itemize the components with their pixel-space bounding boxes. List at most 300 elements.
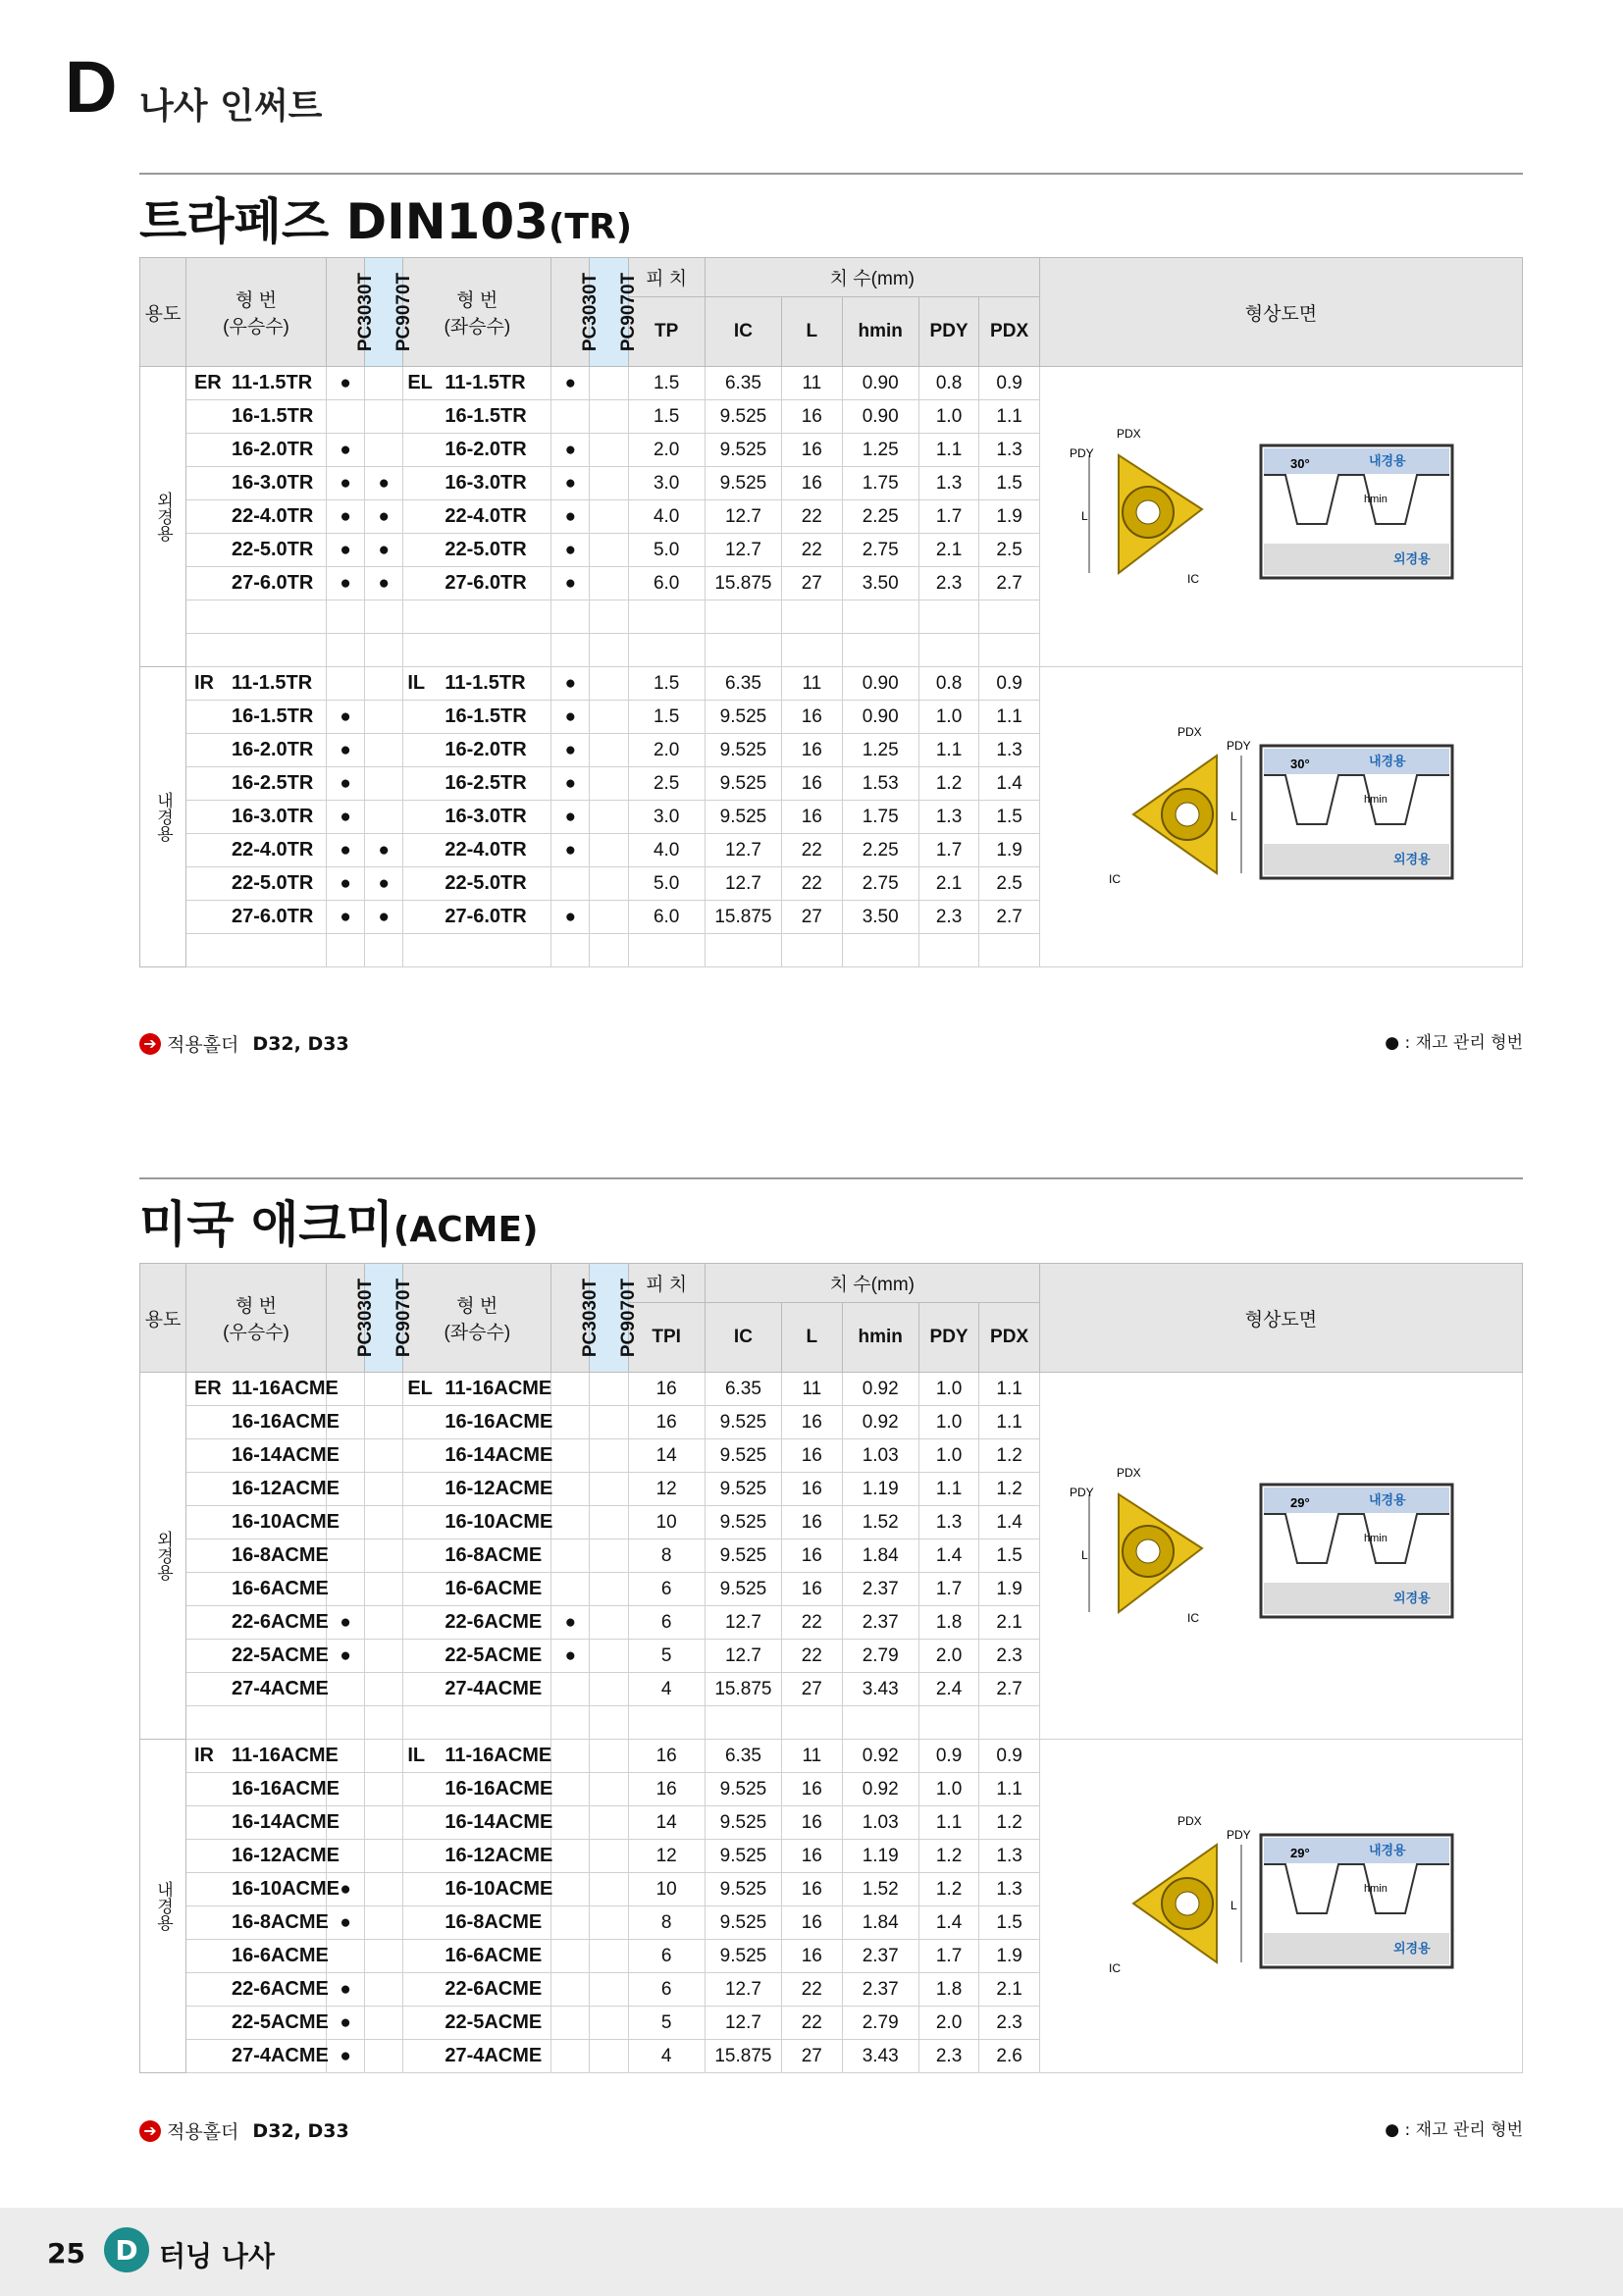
stock-mark: ● <box>327 1606 365 1640</box>
header-divider <box>139 173 1523 175</box>
dim-len: 11 <box>782 667 843 701</box>
dim-tp: 6 <box>628 1606 705 1640</box>
dim-pdx: 1.3 <box>979 434 1040 467</box>
dim-pdy: 1.3 <box>918 1506 979 1539</box>
figure-cell <box>1039 1740 1522 2073</box>
blank-cell <box>918 634 979 667</box>
outer-label: 외경용 <box>1393 851 1432 866</box>
part-left <box>403 400 551 434</box>
dim-pdy: 1.0 <box>918 1406 979 1439</box>
blank-cell <box>782 934 843 967</box>
dim-pdy: 2.3 <box>918 901 979 934</box>
dim-pdy: 1.2 <box>918 1873 979 1906</box>
dim-pdx: 1.3 <box>979 734 1040 767</box>
dim-tp: 5.0 <box>628 867 705 901</box>
dim-pdy: 2.0 <box>918 1640 979 1673</box>
part-number-right: 16-6ACME <box>231 1945 329 1966</box>
dim-len: 16 <box>782 1406 843 1439</box>
blank-cell <box>551 934 590 967</box>
part-number-right: 11-16ACME <box>231 1745 339 1766</box>
part-left <box>403 1840 551 1873</box>
dim-pdy: 1.0 <box>918 1373 979 1406</box>
dim-hmin: 1.84 <box>842 1906 918 1940</box>
blank-cell <box>842 934 918 967</box>
dim-pdx: 0.9 <box>979 367 1040 400</box>
part-number-left: 16-8ACME <box>445 1911 543 1933</box>
dim-pdy: 2.1 <box>918 867 979 901</box>
blank-cell <box>185 1706 326 1740</box>
dim-pdx: 2.7 <box>979 567 1040 600</box>
prefix-left: EL <box>407 1378 433 1399</box>
dim-len: 16 <box>782 1773 843 1806</box>
part-left <box>403 534 551 567</box>
dim-pdx: 1.5 <box>979 1906 1040 1940</box>
stock-mark <box>551 1539 590 1573</box>
stock-mark: ● <box>327 1640 365 1673</box>
stock-mark <box>590 367 628 400</box>
dim-ic: 9.525 <box>705 701 781 734</box>
dim-ic: 12.7 <box>705 834 781 867</box>
outer-label: 외경용 <box>1393 1590 1432 1605</box>
header-dims: 치 수(mm) <box>705 1264 1039 1303</box>
part-number-right: 16-8ACME <box>231 1544 329 1566</box>
stock-mark: ● <box>365 834 403 867</box>
holder-label: 적용홀더 <box>167 1034 239 1056</box>
stock-mark <box>590 1406 628 1439</box>
prefix-right: ER <box>193 1378 222 1399</box>
stock-mark <box>551 1906 590 1940</box>
dim-ic: 15.875 <box>705 1673 781 1706</box>
part-number-left: 16-3.0TR <box>445 472 527 494</box>
stock-mark <box>365 1773 403 1806</box>
dim-l-label: L <box>1230 1898 1238 1912</box>
stock-mark <box>590 1573 628 1606</box>
blank-cell <box>551 634 590 667</box>
dim-tp: 14 <box>628 1806 705 1840</box>
stock-mark <box>327 1940 365 1973</box>
header-use: 용도 <box>140 258 186 367</box>
spec-table-tr <box>139 257 1523 967</box>
dim-len: 11 <box>782 1740 843 1773</box>
dim-hmin: 1.75 <box>842 467 918 500</box>
section-title-sub: (TR) <box>548 207 633 247</box>
blank-cell <box>918 934 979 967</box>
stock-mark <box>551 1673 590 1706</box>
header-pitch: 피 치 <box>628 258 705 297</box>
insert-drawing <box>1070 416 1492 612</box>
stock-mark: ● <box>551 701 590 734</box>
stock-mark <box>551 1973 590 2007</box>
part-number-right: 16-6ACME <box>231 1578 329 1599</box>
outer-label: 외경용 <box>1393 550 1432 566</box>
header-use: 용도 <box>140 1264 186 1373</box>
dim-ic: 12.7 <box>705 1973 781 2007</box>
part-number-left: 22-4.0TR <box>445 505 527 527</box>
dim-hmin: 2.25 <box>842 500 918 534</box>
stock-mark <box>590 701 628 734</box>
stock-mark <box>365 367 403 400</box>
stock-mark <box>590 767 628 801</box>
figure-cell <box>1039 667 1522 967</box>
stock-mark <box>365 667 403 701</box>
header-pitch_unit: TPI <box>628 1303 705 1373</box>
part-number-left: 22-5.0TR <box>445 872 527 894</box>
dim-pdx: 1.3 <box>979 1873 1040 1906</box>
stock-mark: ● <box>365 500 403 534</box>
dim-hmin: 2.37 <box>842 1940 918 1973</box>
dim-len: 22 <box>782 2007 843 2040</box>
dim-pdy: 0.8 <box>918 367 979 400</box>
stock-mark: ● <box>551 534 590 567</box>
stock-mark: ● <box>327 801 365 834</box>
dim-ic: 9.525 <box>705 1940 781 1973</box>
dim-pdy: 1.4 <box>918 1906 979 1940</box>
dim-ic: 12.7 <box>705 867 781 901</box>
prefix-right: IR <box>193 1745 214 1766</box>
header-pitch: 피 치 <box>628 1264 705 1303</box>
blank-cell <box>590 600 628 634</box>
thread-angle-label: 30° <box>1290 756 1311 771</box>
dim-tp: 1.5 <box>628 367 705 400</box>
dim-tp: 16 <box>628 1773 705 1806</box>
stock-mark <box>590 1806 628 1840</box>
insert-drawing <box>1070 716 1492 913</box>
dim-hmin: 2.75 <box>842 534 918 567</box>
dim-tp: 5 <box>628 2007 705 2040</box>
part-left <box>403 1973 551 2007</box>
stock-mark <box>365 1640 403 1673</box>
part-left <box>403 834 551 867</box>
stock-mark <box>590 1973 628 2007</box>
prefix-left: IL <box>407 672 426 694</box>
blank-cell <box>403 1706 551 1740</box>
stock-mark: ● <box>551 1640 590 1673</box>
part-number-left: 16-2.0TR <box>445 439 527 460</box>
thread-angle-label: 30° <box>1290 455 1311 471</box>
blank-cell <box>842 634 918 667</box>
stock-mark: ● <box>365 567 403 600</box>
part-left <box>403 467 551 500</box>
stock-mark: ● <box>365 467 403 500</box>
dim-pdx: 1.2 <box>979 1439 1040 1473</box>
stock-mark <box>590 734 628 767</box>
part-number-left: 22-5.0TR <box>445 539 527 560</box>
part-right <box>185 1640 329 1673</box>
header-ic: IC <box>705 1303 781 1373</box>
dim-len: 16 <box>782 801 843 834</box>
part-number-left: 16-14ACME <box>445 1811 553 1833</box>
thread-angle-label: 29° <box>1290 1845 1311 1860</box>
part-left <box>403 2007 551 2040</box>
part-left <box>403 1940 551 1973</box>
part-right <box>185 867 326 901</box>
stock-mark: ● <box>327 734 365 767</box>
stock-mark <box>365 1406 403 1439</box>
dim-pdy: 1.8 <box>918 1973 979 2007</box>
dim-len: 16 <box>782 1506 843 1539</box>
blank-cell <box>185 934 326 967</box>
blank-cell <box>551 600 590 634</box>
stock-mark <box>365 1506 403 1539</box>
stock-mark: ● <box>551 1606 590 1640</box>
dim-pdy-label: PDY <box>1070 445 1095 460</box>
stock-mark <box>551 1840 590 1873</box>
dim-pdy-label: PDY <box>1070 1485 1095 1499</box>
dim-l-label: L <box>1081 508 1089 523</box>
stock-mark: ● <box>365 901 403 934</box>
part-number-left: 16-1.5TR <box>445 405 527 427</box>
stock-mark: ● <box>327 1973 365 2007</box>
dim-pdx: 2.5 <box>979 534 1040 567</box>
insert-drawing <box>1070 1455 1492 1651</box>
header-l: L <box>782 297 843 367</box>
dim-len: 16 <box>782 701 843 734</box>
header-part-left: 형 번 (좌승수) <box>403 1264 551 1373</box>
part-number-right: 16-12ACME <box>231 1478 340 1499</box>
stock-mark: ● <box>327 500 365 534</box>
dim-ic: 12.7 <box>705 534 781 567</box>
part-number-right: 16-14ACME <box>231 1811 340 1833</box>
blank-cell <box>327 1706 365 1740</box>
dim-tp: 16 <box>628 1740 705 1773</box>
part-right <box>185 701 326 734</box>
dim-pdx: 1.1 <box>979 1373 1040 1406</box>
stock-mark <box>551 1406 590 1439</box>
part-number-right: 11-1.5TR <box>231 672 313 694</box>
holder-label: 적용홀더 <box>167 2121 239 2143</box>
dim-pdx: 1.5 <box>979 1539 1040 1573</box>
part-number-left: 27-6.0TR <box>445 572 527 594</box>
dim-l-label: L <box>1230 809 1238 823</box>
part-left <box>403 734 551 767</box>
dim-pdy: 1.1 <box>918 734 979 767</box>
stock-mark <box>590 1640 628 1673</box>
stock-mark <box>365 1840 403 1873</box>
part-left <box>403 1406 551 1439</box>
dim-tp: 4.0 <box>628 500 705 534</box>
stock-mark <box>551 1740 590 1773</box>
dim-hmin: 1.25 <box>842 734 918 767</box>
dim-pdy: 1.4 <box>918 1539 979 1573</box>
stock-mark <box>365 1439 403 1473</box>
dim-pdx: 1.2 <box>979 1473 1040 1506</box>
part-right <box>185 534 326 567</box>
dim-hmin: 3.50 <box>842 901 918 934</box>
part-number-left: 27-4ACME <box>445 2045 543 2066</box>
section-title-main: 미국 애크미 <box>139 1196 393 1253</box>
stock-mark <box>327 400 365 434</box>
dim-pdx: 1.2 <box>979 1806 1040 1840</box>
page-footer <box>0 2208 1623 2296</box>
dim-pdy: 1.0 <box>918 1439 979 1473</box>
header-pdy: PDY <box>918 1303 979 1373</box>
dim-hmin: 1.03 <box>842 1439 918 1473</box>
grade-label: PC9070T <box>618 1278 640 1358</box>
stock-mark <box>551 1439 590 1473</box>
figure-cell <box>1039 367 1522 667</box>
stock-mark <box>551 1373 590 1406</box>
dim-len: 22 <box>782 834 843 867</box>
dim-hmin: 2.79 <box>842 1640 918 1673</box>
part-number-left: 16-6ACME <box>445 1945 543 1966</box>
grade-label: PC9070T <box>393 272 415 352</box>
dim-len: 22 <box>782 1606 843 1640</box>
dim-pdy: 1.7 <box>918 1940 979 1973</box>
part-number-right: 16-2.0TR <box>231 739 314 760</box>
part-left <box>403 1640 551 1673</box>
header-grade1 <box>327 1264 377 1373</box>
header-part-left: 형 번 (좌승수) <box>403 258 551 367</box>
dim-tp: 12 <box>628 1473 705 1506</box>
part-left <box>403 567 551 600</box>
table-row <box>140 667 1523 701</box>
dim-tp: 6 <box>628 1573 705 1606</box>
hmin-label: hmin <box>1364 493 1388 505</box>
dim-len: 16 <box>782 767 843 801</box>
dim-pdy: 1.3 <box>918 467 979 500</box>
dim-pdy: 1.1 <box>918 1473 979 1506</box>
stock-mark <box>590 1773 628 1806</box>
blank-cell <box>918 600 979 634</box>
dim-pdx: 1.9 <box>979 834 1040 867</box>
part-number-left: 27-6.0TR <box>445 906 527 927</box>
dim-pdy: 1.0 <box>918 400 979 434</box>
blank-cell <box>365 634 403 667</box>
inner-label: 내경용 <box>1369 1842 1407 1857</box>
part-number-right: 16-2.5TR <box>231 772 314 794</box>
part-number-left: 11-1.5TR <box>445 372 526 393</box>
stock-mark <box>551 2007 590 2040</box>
part-left <box>403 1740 551 1773</box>
dim-pdx: 2.7 <box>979 901 1040 934</box>
dim-hmin: 2.37 <box>842 1573 918 1606</box>
dim-pdy-label: PDY <box>1227 1827 1252 1842</box>
part-right <box>185 434 326 467</box>
use-cell: 내경용 <box>140 1740 186 2073</box>
blank-cell <box>403 934 551 967</box>
dim-ic: 9.525 <box>705 1806 781 1840</box>
arrow-right-icon: ➔ <box>139 1033 161 1055</box>
stock-mark: ● <box>327 1873 365 1906</box>
stock-mark: ● <box>327 901 365 934</box>
dim-pdx: 1.9 <box>979 1940 1040 1973</box>
part-number-right: 27-6.0TR <box>231 572 314 594</box>
part-right <box>185 1773 340 1806</box>
spec-table-acme <box>139 1263 1523 2073</box>
dim-tp: 5 <box>628 1640 705 1673</box>
part-number-right: 22-5.0TR <box>231 539 314 560</box>
part-number-left: 22-4.0TR <box>445 839 527 861</box>
part-right <box>185 1940 329 1973</box>
part-number-left: 16-2.0TR <box>445 739 527 760</box>
dim-pdy: 2.1 <box>918 534 979 567</box>
part-number-right: 16-16ACME <box>231 1411 340 1433</box>
stock-mark: ● <box>327 567 365 600</box>
dim-tp: 1.5 <box>628 667 705 701</box>
stock-mark: ● <box>327 1906 365 1940</box>
dim-len: 16 <box>782 434 843 467</box>
part-number-right: 16-8ACME <box>231 1911 329 1933</box>
stock-mark <box>365 1906 403 1940</box>
part-number-left: 27-4ACME <box>445 1678 543 1699</box>
header-grade1 <box>551 258 602 367</box>
dim-pdy: 2.3 <box>918 567 979 600</box>
part-number-right: 22-5ACME <box>231 1644 329 1666</box>
blank-cell <box>979 934 1040 967</box>
stock-mark <box>365 767 403 801</box>
part-left <box>403 2040 551 2073</box>
stock-mark: ● <box>551 834 590 867</box>
part-right <box>185 1473 340 1506</box>
stock-mark: ● <box>327 534 365 567</box>
section-letter: D <box>65 46 118 128</box>
insert-hole <box>1136 1539 1160 1563</box>
blank-cell <box>979 634 1040 667</box>
dim-pdy: 1.1 <box>918 1806 979 1840</box>
dim-pdy: 1.2 <box>918 1840 979 1873</box>
prefix-left: EL <box>407 372 433 393</box>
dim-hmin: 2.79 <box>842 2007 918 2040</box>
part-number-right: 16-10ACME <box>231 1511 340 1533</box>
blank-cell <box>365 1706 403 1740</box>
dim-len: 27 <box>782 2040 843 2073</box>
dim-pdy: 2.4 <box>918 1673 979 1706</box>
dim-ic: 9.525 <box>705 1906 781 1940</box>
blank-cell <box>551 1706 590 1740</box>
dim-tp: 8 <box>628 1539 705 1573</box>
blank-cell <box>782 1706 843 1740</box>
figure-cell <box>1039 1373 1522 1740</box>
stock-mark <box>365 2007 403 2040</box>
table-row <box>140 1740 1523 1773</box>
part-number-right: 11-1.5TR <box>231 372 313 393</box>
dim-tp: 10 <box>628 1873 705 1906</box>
stock-mark <box>551 867 590 901</box>
dim-ic: 6.35 <box>705 667 781 701</box>
prefix-right: ER <box>193 372 222 393</box>
part-right <box>185 1373 339 1406</box>
dim-pdy: 2.3 <box>918 2040 979 2073</box>
dim-hmin: 1.84 <box>842 1539 918 1573</box>
dim-ic: 9.525 <box>705 1473 781 1506</box>
section-title-main: 트라페즈 DIN103 <box>139 193 549 250</box>
dim-hmin: 1.03 <box>842 1806 918 1840</box>
insert-drawing <box>1070 1805 1492 2002</box>
dim-hmin: 0.90 <box>842 400 918 434</box>
part-number-right: 16-10ACME <box>231 1878 340 1900</box>
dim-pdy: 1.0 <box>918 1773 979 1806</box>
header-ic: IC <box>705 297 781 367</box>
part-right <box>185 1406 340 1439</box>
dim-tp: 2.0 <box>628 434 705 467</box>
part-right <box>185 834 326 867</box>
part-left <box>403 667 551 701</box>
dim-tp: 2.5 <box>628 767 705 801</box>
dim-pdx: 1.9 <box>979 1573 1040 1606</box>
blank-cell <box>782 634 843 667</box>
blank-cell <box>327 634 365 667</box>
stock-mark <box>327 667 365 701</box>
blank-cell <box>590 634 628 667</box>
grade-label: PC3030T <box>355 272 377 352</box>
dim-len: 16 <box>782 1573 843 1606</box>
dim-pdx-label: PDX <box>1117 1465 1142 1480</box>
dim-pdx-label: PDX <box>1178 1813 1203 1828</box>
dim-pdy: 1.8 <box>918 1606 979 1640</box>
thread-angle-label: 29° <box>1290 1494 1311 1510</box>
stock-mark <box>365 1973 403 2007</box>
part-number-left: 16-6ACME <box>445 1578 543 1599</box>
